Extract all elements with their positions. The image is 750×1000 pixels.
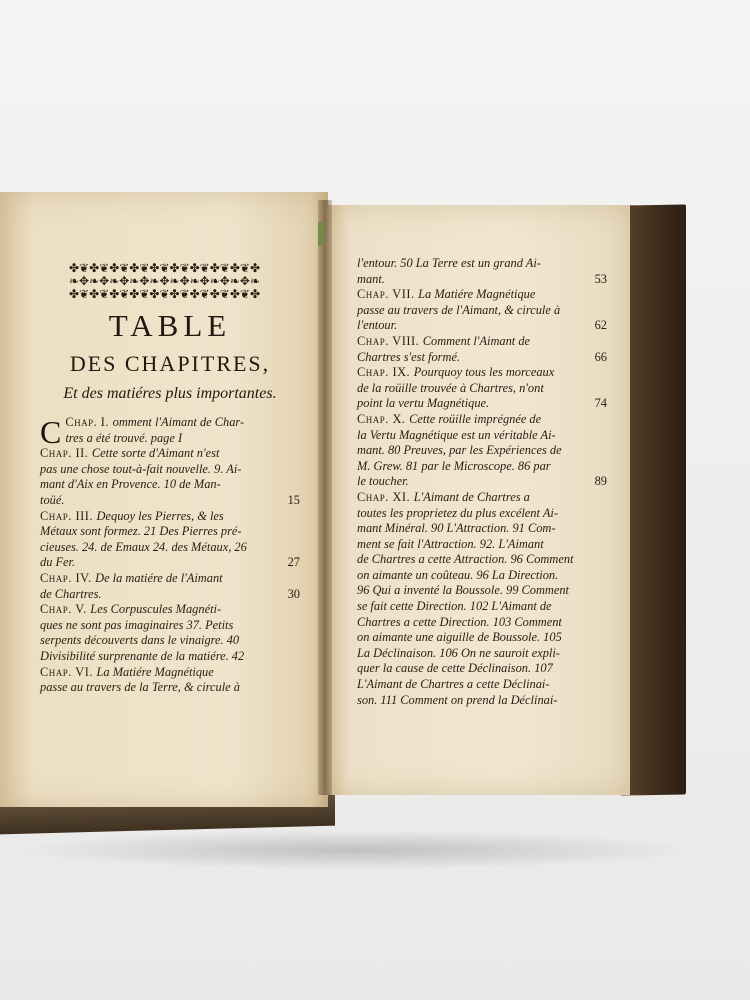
toc-line <box>357 521 607 537</box>
toc-line <box>357 568 607 584</box>
page-number: 66 <box>594 349 607 364</box>
toc-line <box>357 677 607 693</box>
entry-text: de Chartres. <box>40 586 102 601</box>
entry-text: Divisibilité surprenante de la matiére. 42 <box>40 648 245 663</box>
toc-line <box>40 540 300 556</box>
chapter-label: Chap. II. <box>40 446 92 461</box>
toc-line <box>40 587 300 603</box>
toc-line <box>40 509 300 525</box>
toc-line <box>40 493 300 509</box>
toc-line <box>40 649 300 665</box>
entry-text: Comment l'Aimant de <box>422 333 531 348</box>
toc-line <box>357 537 607 553</box>
left-column <box>40 415 300 696</box>
page-number: 74 <box>594 396 607 411</box>
entry-text: mant. 80 Preuves, par les Expériences de <box>357 443 562 458</box>
ribbon-bookmark <box>318 222 323 246</box>
entry-text: Cette sorte d'Aimant n'est <box>91 446 220 461</box>
entry-text: M. Grew. 81 par le Microscope. 86 par <box>357 458 551 473</box>
entry-text: ment se fait l'Attraction. 92. L'Aimant <box>357 536 544 551</box>
chapter-label: Chap. III. <box>40 508 97 523</box>
page-number: 62 <box>594 318 607 333</box>
page-tagline: Et des matiéres plus importantes. <box>63 385 277 402</box>
chapter-label: Chap. IX. <box>357 365 414 380</box>
entry-text: passe au travers de la Terre, & circule à <box>40 680 240 695</box>
entry-text: le toucher. <box>357 474 409 489</box>
toc-line <box>40 446 300 462</box>
page-subtitle: DES CHAPITRES, <box>69 351 271 376</box>
entry-text: La Matiére Magnétique <box>418 287 536 302</box>
entry-text: l'entour. 50 La Terre est un grand Ai- <box>357 256 541 270</box>
drop-cap: C <box>40 414 62 450</box>
entry-text: Les Corpuscules Magnéti- <box>90 602 222 617</box>
page-title: TABLE <box>108 308 232 343</box>
entry-text: Dequoy les Pierres, & les <box>96 508 224 523</box>
entry-text: de Chartres a cette Attraction. 96 Comment <box>357 552 574 567</box>
toc-line <box>357 396 607 412</box>
toc-line <box>357 661 607 677</box>
toc-line <box>40 618 300 634</box>
toc-line <box>357 459 607 475</box>
toc-line <box>357 630 607 646</box>
toc-line <box>357 490 607 506</box>
entry-text: la Vertu Magnétique est un véritable Ai- <box>357 427 556 442</box>
toc-line <box>357 552 607 568</box>
toc-line <box>357 615 607 631</box>
entry-text: Cette roüille imprégnée de <box>409 411 542 426</box>
entry-text: pas une chose tout-à-fait nouvelle. 9. Ai- <box>40 461 242 476</box>
entry-text: se fait cette Direction. 102 L'Aimant de <box>357 599 552 614</box>
entry-text: toüé. <box>40 492 65 507</box>
page-number: 89 <box>594 474 607 489</box>
entry-text: quer la cause de cette Déclinaison. 107 <box>357 661 553 676</box>
entry-text: son. 111 Comment on prend la Déclinai- <box>357 692 558 707</box>
entry-text: L'Aimant de Chartres a cette Déclinai- <box>357 677 550 692</box>
chapter-label: Chap. VIII. <box>357 333 423 348</box>
entry-text: Métaux sont formez. 21 Des Pierres pré- <box>40 524 242 539</box>
entry-text: mant. <box>357 271 385 286</box>
toc-line <box>40 571 300 587</box>
toc-line <box>357 646 607 662</box>
toc-line <box>357 318 607 334</box>
entry-text: Chartres s'est formé. <box>357 349 461 364</box>
entry-text: L'Aimant de Chartres a <box>413 489 530 504</box>
entry-text: point la vertu Magnétique. <box>357 396 490 411</box>
entry-text: passe au travers de l'Aimant, & circule à <box>357 302 561 317</box>
entry-text: La Déclinaison. 106 On ne sauroit expli- <box>357 645 560 660</box>
entry-text: 96 Qui a inventé la Boussole. 99 Comment <box>357 583 569 598</box>
book-shadow <box>10 830 700 870</box>
entry-text: on aimante une aiguille de Boussole. 105 <box>357 630 562 645</box>
entry-text: mant Minéral. 90 L'Attraction. 91 Com- <box>357 521 556 536</box>
toc-line <box>40 431 300 447</box>
toc-line <box>357 693 607 709</box>
page-number: 27 <box>287 555 300 570</box>
entry-text: Pourquoy tous les morceaux <box>413 365 555 380</box>
toc-line <box>357 412 607 428</box>
chapter-label: Chap. V. <box>40 602 91 617</box>
entry-text: tres a été trouvé. page I <box>65 430 183 445</box>
ornament-band: ✤❦✤❦✤❦✤❦✤❦✤❦✤❦✤❦✤❦✤ ❧✥❧✥❧✥❧✥❧✥❧✥❧✥❧✥❧✥❧ ✤❦✤❦✤❦✤❦✤❦✤❦✤❦✤❦✤❦✤ <box>68 262 261 301</box>
entry-text: Chartres a cette Direction. 103 Comment <box>357 614 562 629</box>
page-number: 30 <box>287 586 300 601</box>
page-number: 53 <box>594 271 607 286</box>
toc-line <box>40 680 300 696</box>
book-gutter <box>318 200 332 795</box>
entry-text: cieuses. 24. de Emaux 24. des Métaux, 26 <box>40 539 247 554</box>
entry-text: serpents découverts dans le vinaigre. 40 <box>40 633 240 648</box>
chapter-label: Chap. I. <box>65 415 113 429</box>
entry-text: l'entour. <box>357 318 398 333</box>
entry-text: ques ne sont pas imaginaires 37. Petits <box>40 617 234 632</box>
toc-line <box>40 602 300 618</box>
toc-line <box>357 350 607 366</box>
toc-line <box>357 381 607 397</box>
chapter-label: Chap. X. <box>357 411 410 426</box>
toc-line <box>357 272 607 288</box>
chapter-label: Chap. IV. <box>40 570 96 585</box>
entry-text: mant d'Aix en Provence. 10 de Man- <box>40 477 221 492</box>
toc-line <box>357 599 607 615</box>
toc-line <box>357 506 607 522</box>
entry-text: on aimante un coûteau. 96 La Direction. <box>357 567 559 582</box>
toc-line <box>357 443 607 459</box>
entry-text: De la matiére de l'Aimant <box>95 570 223 585</box>
page-number: 15 <box>287 492 300 507</box>
toc-line <box>357 428 607 444</box>
toc-line <box>40 462 300 478</box>
entry-text: du Fer. <box>40 555 76 570</box>
chapter-label: Chap. XI. <box>357 489 414 504</box>
toc-line <box>357 256 607 272</box>
chapter-label: Chap. VI. <box>40 664 97 679</box>
toc-line <box>357 303 607 319</box>
right-column <box>357 256 607 708</box>
entry-text: toutes les proprietez du plus excélent Ai- <box>357 505 558 520</box>
toc-line <box>40 524 300 540</box>
toc-line <box>357 287 607 303</box>
toc-line <box>357 365 607 381</box>
toc-line <box>40 633 300 649</box>
toc-line <box>40 477 300 493</box>
toc-line <box>40 555 300 571</box>
entry-text: omment l'Aimant de Char- <box>112 415 245 429</box>
toc-line <box>357 334 607 350</box>
toc-line <box>40 665 300 681</box>
entry-text: La Matiére Magnétique <box>96 664 214 679</box>
chapter-label: Chap. VII. <box>357 287 419 302</box>
toc-line <box>357 474 607 490</box>
entry-text: de la roüille trouvée à Chartres, n'ont <box>357 380 544 395</box>
toc-line <box>357 583 607 599</box>
